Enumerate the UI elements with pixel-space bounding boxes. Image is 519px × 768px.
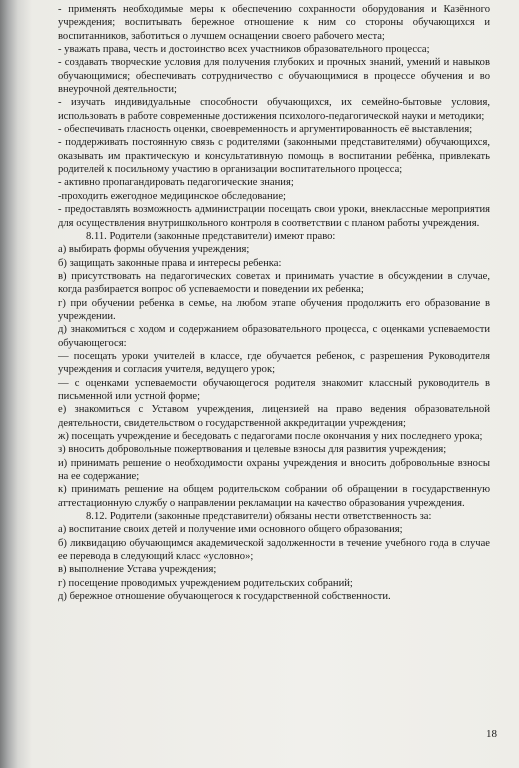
paragraph: - создавать творческие условия для получения глубоких и прочных знаний, умений и навыков обучающимися; обеспечивать сотрудничество с обучающимися в процессе обучения и во внеурочной деятельности; xyxy=(58,57,490,96)
paragraph: и) принимать решение о необходимости охраны учреждения и вносить добровольные взносы на ее содержание; xyxy=(58,457,490,483)
paragraph: б) ликвидацию обучающимся академической задолженности в течение учебного года в случае ее перевода в следующий класс «условно»; xyxy=(58,537,490,563)
paragraph: ж) посещать учреждение и беседовать с педагогами после окончания у них последнего урока; xyxy=(58,431,483,442)
paragraph: г) при обучении ребенка в семье, на любом этапе обучения продолжить его образование в учреждении. xyxy=(58,297,490,322)
paragraph: - активно пропагандировать педагогические знания; xyxy=(58,177,294,189)
paragraph: е) знакомиться с Уставом учреждения, лицензией на право ведения образовательной деятельности, свидетельством о государственной аккредитации учреждения; xyxy=(58,404,490,429)
paragraph: - предоставлять возможность администрации посещать свои уроки, внеклассные мероприятия для осуществления внутришкольного контроля в соответствии с планом работы учреждения. xyxy=(58,204,490,229)
paragraph: - применять необходимые меры к обеспечению сохранности оборудования и Казённого учреждения; воспитывать бережное отношение к ним со стороны обучающихся и воспитанников, заботиться о лучшем оснащении своего рабочего места; xyxy=(58,4,490,42)
paragraph: а) выбирать формы обучения учреждения; xyxy=(58,244,250,256)
paragraph: в) присутствовать на педагогических советах и принимать участие в обсуждении в случае, когда разбирается вопрос об успеваемости и поведении их ребенка; xyxy=(58,270,490,296)
paragraph: -проходить ежегодное медицинское обследование; xyxy=(58,190,286,202)
paragraph: 8.11. Родители (законные представители) имеют право: xyxy=(86,230,336,242)
paragraph: — посещать уроки учителей в классе, где обучается ребенок, с разрешения Руководителя учреждения и согласия учителя, ведущего урок; xyxy=(58,350,490,376)
paragraph: б) защищать законные права и интересы ребенка: xyxy=(58,257,282,269)
paragraph: - изучать индивидуальные способности обучающихся, их семейно-бытовые условия, использовать в работе современные достижения психолого-педагогической науки и методики; xyxy=(58,97,490,122)
paragraph: д) бережное отношение обучающегося к государственной собственности. xyxy=(58,591,391,603)
paragraph: г) посещение проводимых учреждением родительских собраний; xyxy=(58,577,353,589)
document-body xyxy=(58,3,490,603)
paragraph: з) вносить добровольные пожертвования и целевые взносы для развития учреждения; xyxy=(58,444,447,456)
page-number: 18 xyxy=(486,728,497,740)
paragraph: - уважать права, честь и достоинство всех участников образовательного процесса; xyxy=(58,44,430,56)
paragraph: - обеспечивать гласность оценки, своевременность и аргументированность её выставления; xyxy=(58,124,473,136)
paragraph: д) знакомиться с ходом и содержанием образовательного процесса, с оценками успеваемости обучающегося: xyxy=(58,324,490,349)
paragraph: - поддерживать постоянную связь с родителями (законными представителями) обучающихся, оказывать им практическую и консультативную помощь в воспитании ребёнка, привлекать родителей к посильному участию в организации воспитательного процесса; xyxy=(58,137,490,176)
paragraph: 8.12. Родители (законные представители) обязаны нести ответственность за: xyxy=(86,511,432,523)
paragraph: — с оценками успеваемости обучающегося родителя знакомит классный руководитель в письменной или устной форме; xyxy=(58,377,490,402)
paragraph: в) выполнение Устава учреждения; xyxy=(58,564,217,576)
paragraph: к) принимать решение на общем родительском собрании об обращении в государственную аттестационную службу о направлении рекламации на качество образования учреждения. xyxy=(58,484,490,509)
paragraph: а) воспитание своих детей и получение ими основного общего образования; xyxy=(58,524,403,536)
